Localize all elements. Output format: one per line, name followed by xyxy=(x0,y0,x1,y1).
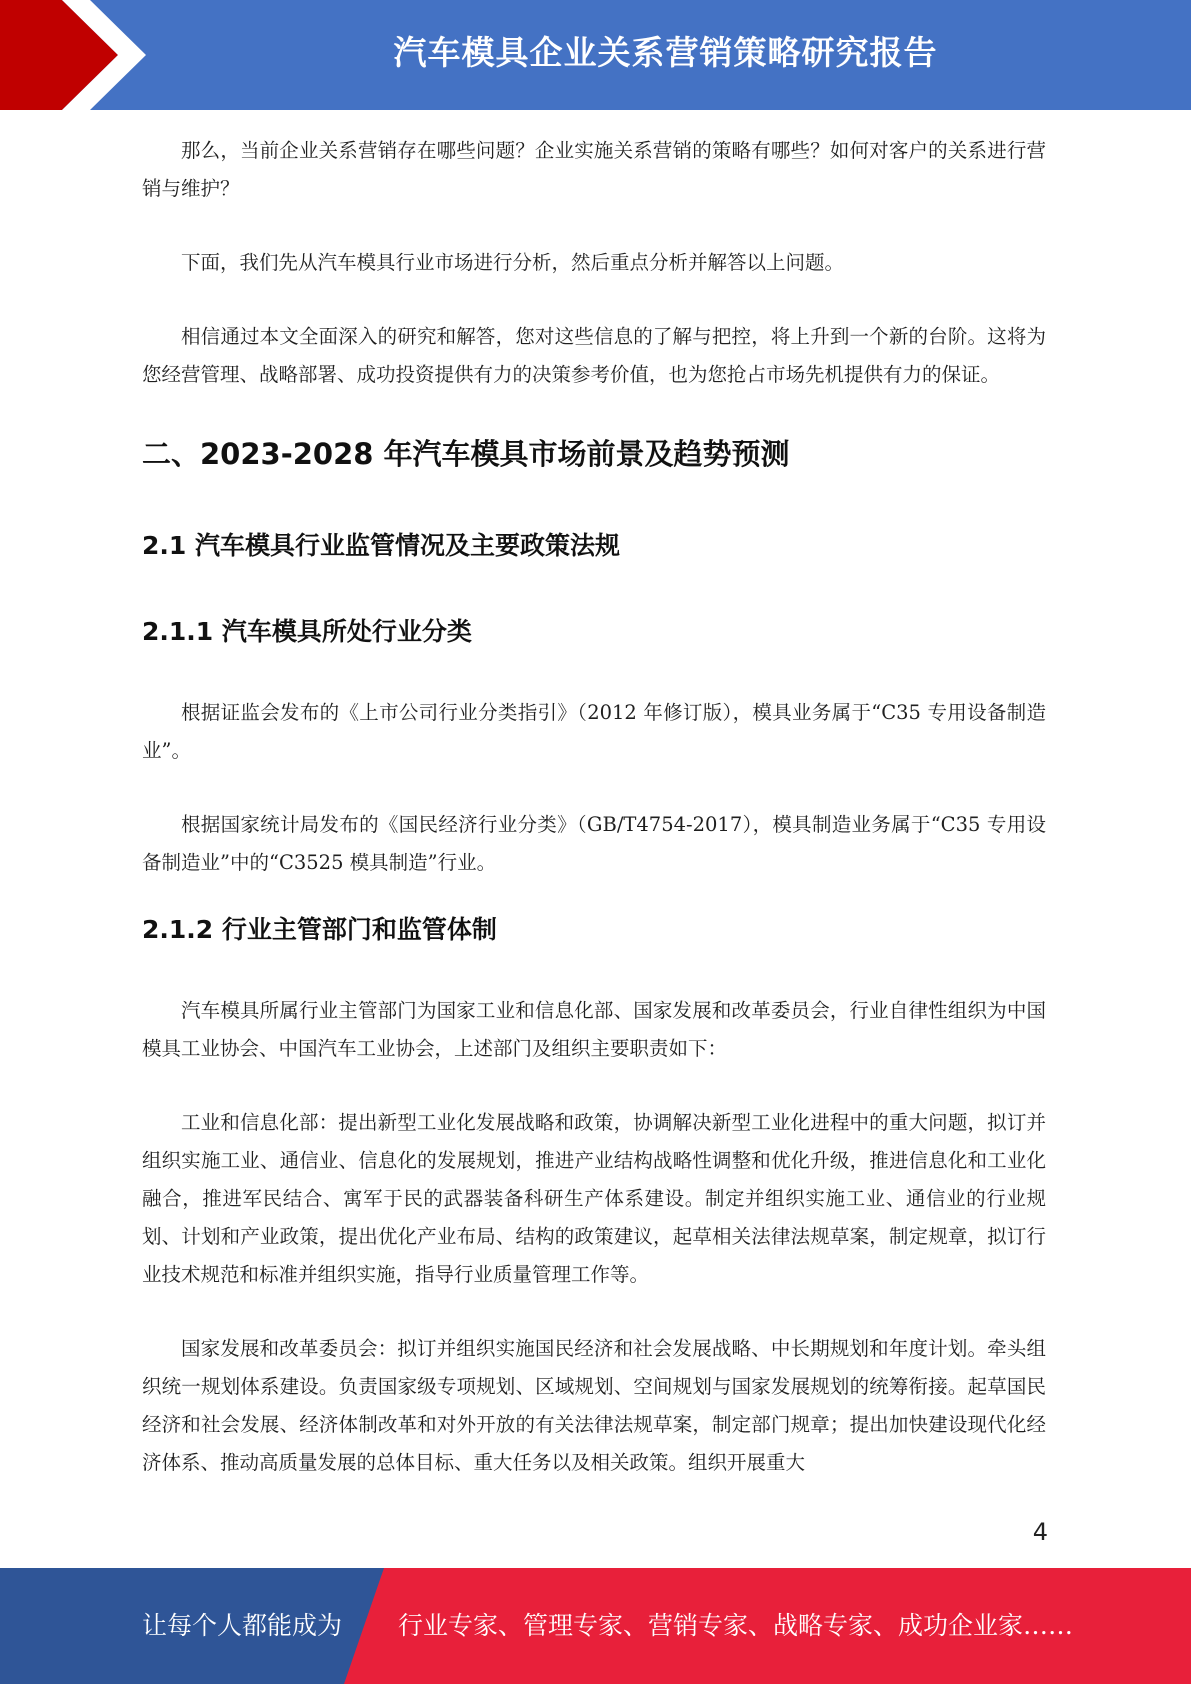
footer-slogan-right: 行业专家、管理专家、营销专家、战略专家、成功企业家…… xyxy=(398,1611,1074,1640)
footer-slogan-left: 让每个人都能成为 xyxy=(142,1611,343,1640)
paragraph: 工业和信息化部：提出新型工业化发展战略和政策，协调解决新型工业化进程中的重大问题，拟订并组织实施工业、通信业、信息化的发展规划，推进产业结构战略性调整和优化升级，推进信息化和工业化融合，推进军民结合、寓军于民的武器装备科研生产体系建设。制定并组织实施工业、通信业的行业规划、计划和产业政策，提出优化产业布局、结构的政策建议，起草相关法律法规草案，制定规章，拟订行业技术规范和标准并组织实施，指导行业质量管理工作等。 xyxy=(142,1111,1046,1286)
report-title: 汽车模具企业关系营销策略研究报告 xyxy=(393,33,938,72)
paragraph: 汽车模具所属行业主管部门为国家工业和信息化部、国家发展和改革委员会，行业自律性组织为中国模具工业协会、中国汽车工业协会，上述部门及组织主要职责如下： xyxy=(142,999,1046,1060)
paragraph: 根据国家统计局发布的《国民经济行业分类》（GB/T4754-2017），模具制造业务属于“C35 专用设备制造业”中的“C3525 模具制造”行业。 xyxy=(142,813,1046,874)
page-header xyxy=(0,0,1191,110)
subsection-heading: 2.1 汽车模具行业监管情况及主要政策法规 xyxy=(142,531,620,560)
paragraph: 根据证监会发布的《上市公司行业分类指引》（2012 年修订版），模具业务属于“C35 专用设备制造业”。 xyxy=(142,701,1046,762)
section-heading: 二、2023-2028 年汽车模具市场前景及趋势预测 xyxy=(142,437,790,471)
paragraph: 国家发展和改革委员会：拟订并组织实施国民经济和社会发展战略、中长期规划和年度计划。牵头组织统一规划体系建设。负责国家级专项规划、区域规划、空间规划与国家发展规划的统筹衔接。起草国民经济和社会发展、经济体制改革和对外开放的有关法律法规草案，制定部门规章；提出加快建设现代化经济体系、推动高质量发展的总体目标、重大任务以及相关政策。组织开展重大 xyxy=(142,1337,1046,1474)
paragraph: 那么，当前企业关系营销存在哪些问题？企业实施关系营销的策略有哪些？如何对客户的关系进行营销与维护？ xyxy=(142,139,1046,200)
paragraph: 下面，我们先从汽车模具行业市场进行分析，然后重点分析并解答以上问题。 xyxy=(181,251,845,274)
page-footer xyxy=(0,1568,1191,1684)
subsubsection-heading: 2.1.1 汽车模具所处行业分类 xyxy=(142,617,472,646)
paragraph: 相信通过本文全面深入的研究和解答，您对这些信息的了解与把控，将上升到一个新的台阶。这将为您经营管理、战略部署、成功投资提供有力的决策参考价值，也为您抢占市场先机提供有力的保证。 xyxy=(142,325,1046,386)
page-number: 4 xyxy=(1032,1518,1048,1546)
subsubsection-heading: 2.1.2 行业主管部门和监管体制 xyxy=(142,915,497,944)
page-content xyxy=(142,132,1046,1482)
